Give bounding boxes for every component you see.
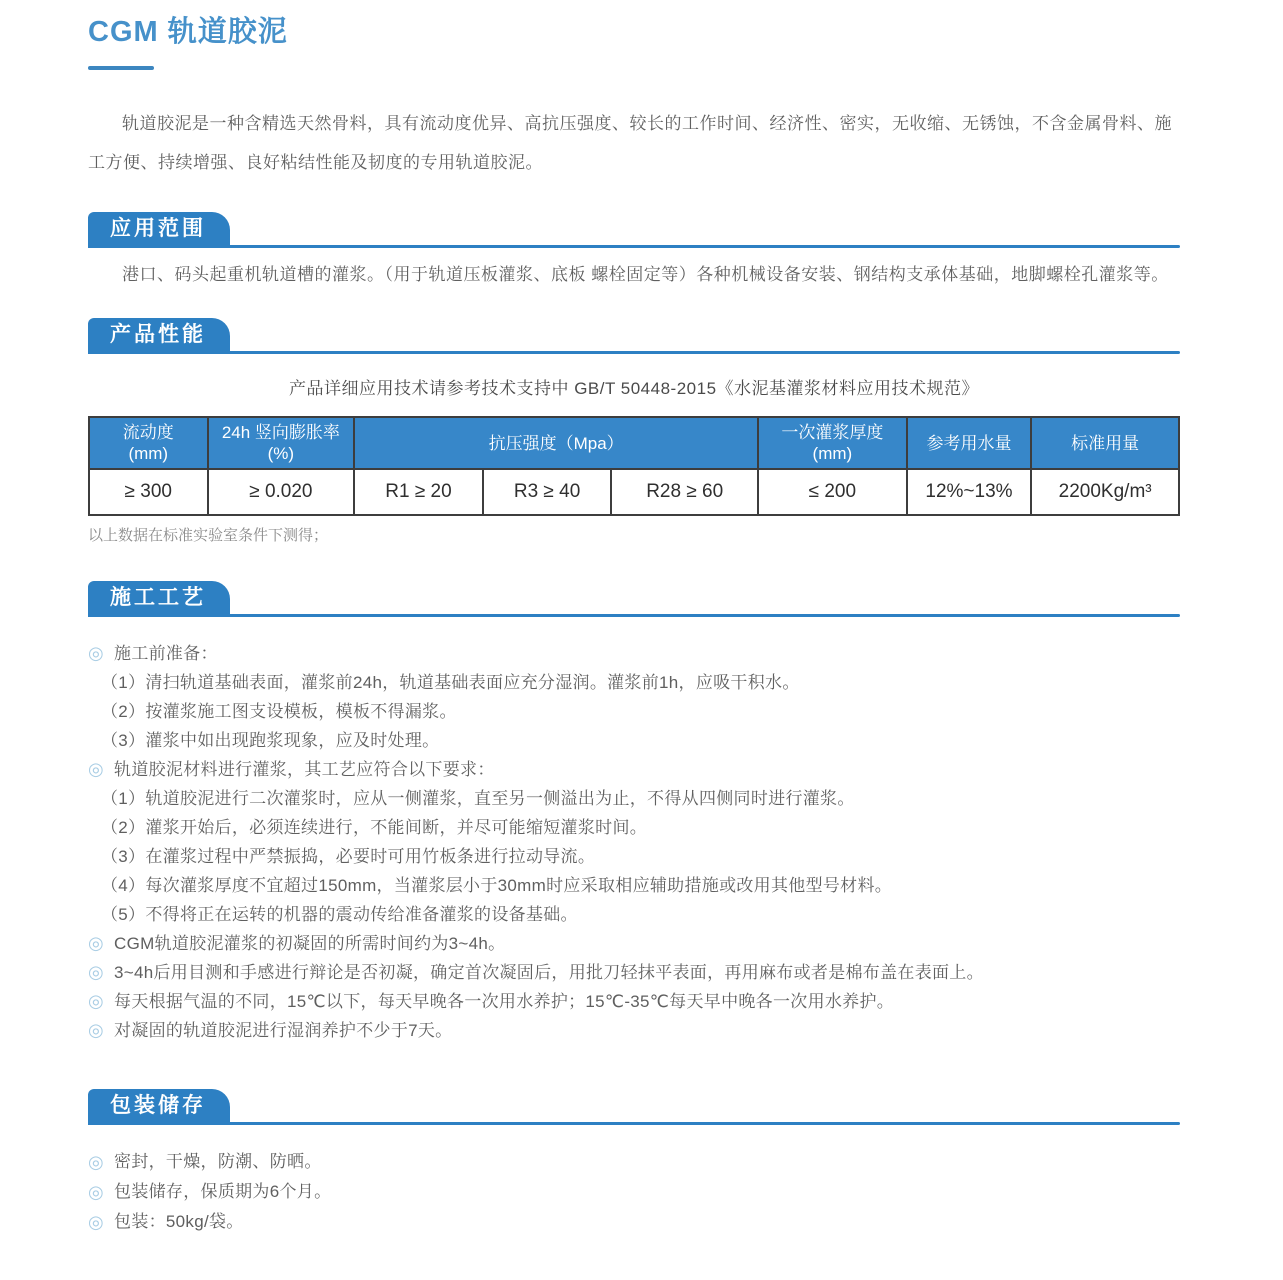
list-item — [88, 668, 1180, 697]
cell-flow: ≥ 300 — [89, 469, 208, 515]
title-underline — [88, 66, 154, 70]
list-item — [88, 1016, 1180, 1045]
table-header-row — [89, 417, 1179, 469]
ring-bullet-icon: ◎ — [88, 759, 105, 779]
ring-bullet-icon: ◎ — [88, 1152, 105, 1172]
section-tab-packaging: 包装储存 — [88, 1089, 230, 1125]
section-tab-process: 施工工艺 — [88, 581, 230, 617]
list-item — [88, 958, 1180, 987]
ring-bullet-icon: ◎ — [88, 1182, 105, 1202]
list-item-text: CGM轨道胶泥灌浆的初凝固的所需时间约为3~4h。 — [114, 934, 506, 953]
section-heading-application — [88, 212, 1180, 248]
list-item-text: （2）灌浆开始后，必须连续进行，不能间断，并尽可能缩短灌浆时间。 — [101, 818, 648, 837]
list-item-text: （3）在灌浆过程中严禁振捣，必要时可用竹板条进行拉动导流。 — [101, 847, 596, 866]
section-heading-packaging — [88, 1089, 1180, 1125]
list-item — [88, 639, 1180, 668]
section-heading-performance — [88, 318, 1180, 354]
process-list — [88, 639, 1180, 1045]
section-heading-process — [88, 581, 1180, 617]
list-item-text: 轨道胶泥材料进行灌浆，其工艺应符合以下要求： — [114, 760, 495, 779]
list-item — [88, 1147, 1180, 1177]
list-item-text: 3~4h后用目测和手感进行辩论是否初凝，确定首次凝固后，用批刀轻抹平表面，再用麻布或者是棉布盖在表面上。 — [114, 963, 984, 982]
list-item — [88, 697, 1180, 726]
col-header-water: 参考用水量 — [907, 417, 1032, 469]
list-item — [88, 1207, 1180, 1237]
cell-strength-r1: R1 ≥ 20 — [354, 469, 483, 515]
table-footnote: 以上数据在标准实验室条件下测得； — [88, 527, 329, 544]
ring-bullet-icon: ◎ — [88, 643, 105, 663]
cell-strength-r28: R28 ≥ 60 — [611, 469, 758, 515]
ring-bullet-icon: ◎ — [88, 1212, 105, 1232]
section-rule — [88, 245, 1180, 248]
list-item-text: 施工前准备： — [114, 644, 218, 663]
ring-bullet-icon: ◎ — [88, 933, 105, 953]
intro-paragraph: 轨道胶泥是一种含精选天然骨料，具有流动度优异、高抗压强度、较长的工作时间、经济性、密实，无收缩、无锈蚀，不含金属骨料、施工方便、持续增强、良好粘结性能及韧度的专用轨道胶泥。 — [88, 114, 1172, 172]
list-item-text: 密封，干燥，防潮、防晒。 — [114, 1152, 322, 1171]
list-item-text: 对凝固的轨道胶泥进行湿润养护不少于7天。 — [114, 1021, 453, 1040]
list-item — [88, 755, 1180, 784]
list-item — [88, 813, 1180, 842]
list-item — [88, 1177, 1180, 1207]
list-item-text: 包装储存，保质期为6个月。 — [114, 1182, 332, 1201]
list-item — [88, 987, 1180, 1016]
cell-strength-r3: R3 ≥ 40 — [483, 469, 612, 515]
cell-dosage: 2200Kg/m³ — [1031, 469, 1179, 515]
list-item — [88, 726, 1180, 755]
col-header-thickness: 一次灌浆厚度 (mm) — [758, 417, 907, 469]
col-header-strength: 抗压强度（Mpa） — [354, 417, 758, 469]
section-tab-application: 应用范围 — [88, 212, 230, 248]
performance-table — [88, 416, 1180, 516]
cell-thickness: ≤ 200 — [758, 469, 907, 515]
list-item-text: （1）轨道胶泥进行二次灌浆时，应从一侧灌浆，直至另一侧溢出为止，不得从四侧同时进行灌浆。 — [101, 789, 855, 808]
section-rule — [88, 351, 1180, 354]
list-item-text: （1）清扫轨道基础表面，灌浆前24h，轨道基础表面应充分湿润。灌浆前1h，应吸干积水。 — [101, 673, 800, 692]
ring-bullet-icon: ◎ — [88, 991, 105, 1011]
packaging-list — [88, 1147, 1180, 1237]
col-header-dosage: 标准用量 — [1031, 417, 1179, 469]
list-item — [88, 929, 1180, 958]
application-body: 港口、码头起重机轨道槽的灌浆。（用于轨道压板灌浆、底板 螺栓固定等）各种机械设备安装、钢结构支承体基础，地脚螺栓孔灌浆等。 — [122, 265, 1169, 284]
section-rule — [88, 614, 1180, 617]
list-item-text: （4）每次灌浆厚度不宜超过150mm，当灌浆层小于30mm时应采取相应辅助措施或改用其他型号材料。 — [101, 876, 893, 895]
list-item — [88, 900, 1180, 929]
list-item — [88, 842, 1180, 871]
list-item — [88, 784, 1180, 813]
col-header-flow: 流动度 (mm) — [89, 417, 208, 469]
cell-water: 12%~13% — [907, 469, 1032, 515]
section-rule — [88, 1122, 1180, 1125]
performance-note: 产品详细应用技术请参考技术支持中 GB/T 50448-2015《水泥基灌浆材料应用技术规范》 — [288, 379, 980, 398]
table-value-row — [89, 469, 1179, 515]
page-title: CGM 轨道胶泥 — [88, 16, 288, 48]
col-header-expansion: 24h 竖向膨胀率 (%) — [208, 417, 355, 469]
list-item-text: （2）按灌浆施工图支设模板，模板不得漏浆。 — [101, 702, 457, 721]
cell-expansion: ≥ 0.020 — [208, 469, 355, 515]
list-item-text: （5）不得将正在运转的机器的震动传给准备灌浆的设备基础。 — [101, 905, 578, 924]
ring-bullet-icon: ◎ — [88, 1020, 105, 1040]
list-item-text: （3）灌浆中如出现跑浆现象，应及时处理。 — [101, 731, 440, 750]
list-item-text: 每天根据气温的不同，15℃以下，每天早晚各一次用水养护；15℃-35℃每天早中晚各一次用水养护。 — [114, 992, 895, 1011]
list-item — [88, 871, 1180, 900]
section-tab-performance: 产品性能 — [88, 318, 230, 354]
list-item-text: 包装：50kg/袋。 — [114, 1212, 244, 1231]
ring-bullet-icon: ◎ — [88, 962, 105, 982]
